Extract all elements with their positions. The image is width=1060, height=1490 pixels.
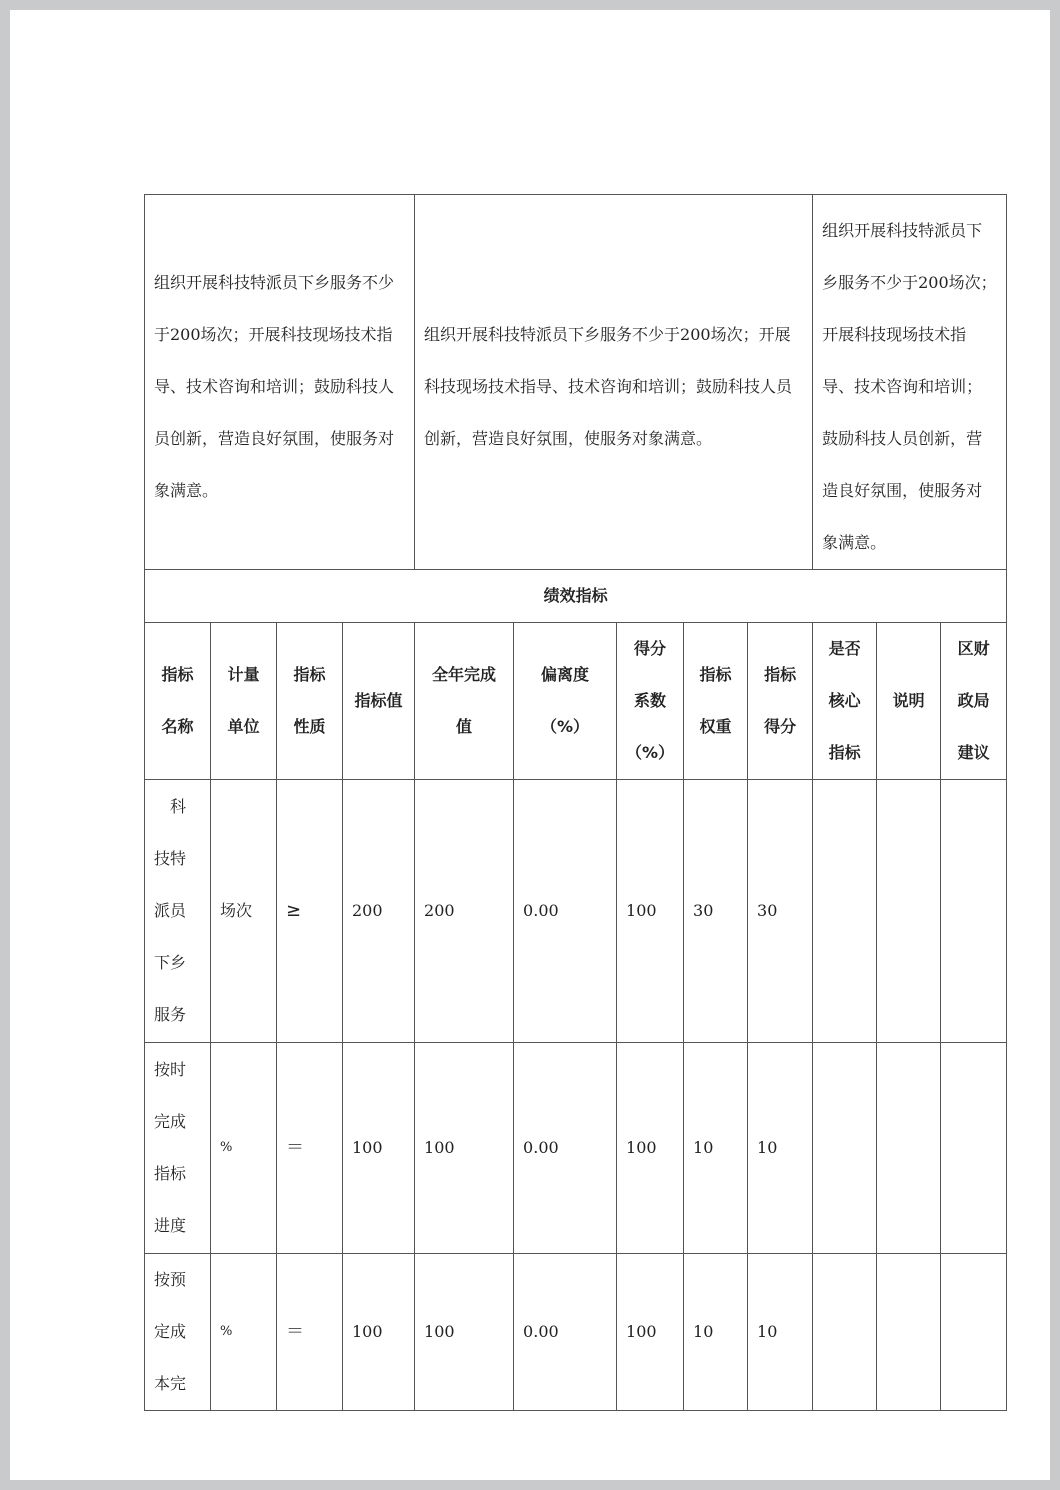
cell-nature: ≥	[277, 780, 343, 1043]
document-page	[10, 10, 1050, 1480]
cell-coef: 100	[617, 1043, 684, 1254]
cell-target: 200	[343, 780, 415, 1043]
table-header-hdr-actual	[415, 623, 514, 780]
cell-advice	[941, 1254, 1007, 1411]
table-header-hdr-coef	[617, 623, 684, 780]
cell-note	[877, 780, 941, 1043]
table-header-hdr-target	[343, 623, 415, 780]
table-header-hdr-nature	[277, 623, 343, 780]
header-line: 核心	[828, 691, 861, 710]
table-row	[145, 1254, 1007, 1411]
cell-unit: %	[211, 1254, 277, 1411]
name-line: 本完	[154, 1374, 187, 1393]
table-row	[145, 780, 1007, 1043]
table-header-hdr-score	[748, 623, 813, 780]
table-body	[145, 780, 1007, 1411]
table-header-hdr-name	[145, 623, 211, 780]
cell-actual: 100	[415, 1043, 514, 1254]
header-line: 值	[456, 717, 473, 736]
cell-weight: 10	[684, 1254, 748, 1411]
cell-indicator-name	[145, 780, 211, 1043]
header-line: 性质	[293, 717, 326, 736]
goal-cell-3: 组织开展科技特派员下乡服务不少于200场次；开展科技现场技术指导、技术咨询和培训；鼓励科技人员创新，营造良好氛围，使服务对象满意。	[813, 195, 1007, 570]
header-line: 全年完成	[432, 665, 497, 684]
header-line: 指标	[699, 665, 732, 684]
cell-indicator-name	[145, 1254, 211, 1411]
cell-weight: 30	[684, 780, 748, 1043]
section-title-row	[145, 570, 1007, 623]
name-line: 定成	[154, 1322, 187, 1341]
header-line: 区财	[957, 639, 990, 658]
performance-table	[144, 194, 1007, 1411]
header-line: 得分	[764, 717, 797, 736]
cell-nature: ＝	[277, 1043, 343, 1254]
goal-cell-2: 组织开展科技特派员下乡服务不少于200场次；开展科技现场技术指导、技术咨询和培训；鼓励科技人员创新，营造良好氛围，使服务对象满意。	[415, 195, 813, 570]
table-header-hdr-note	[877, 623, 941, 780]
cell-target: 100	[343, 1254, 415, 1411]
name-line: 进度	[154, 1216, 187, 1235]
header-line: 指标	[161, 665, 194, 684]
header-line: 指标值	[354, 691, 403, 710]
table-header-hdr-core	[813, 623, 877, 780]
cell-note	[877, 1043, 941, 1254]
cell-actual: 200	[415, 780, 514, 1043]
header-line: 权重	[699, 717, 732, 736]
header-line: 偏离度（%）	[541, 665, 590, 736]
table-header-hdr-advice	[941, 623, 1007, 780]
section-title: 绩效指标	[145, 570, 1007, 623]
name-line: 完成	[154, 1112, 187, 1131]
header-line: 指标	[764, 665, 797, 684]
cell-note	[877, 1254, 941, 1411]
header-line: 单位	[227, 717, 260, 736]
name-line: 服务	[154, 1005, 187, 1024]
header-line: 系数	[634, 691, 667, 710]
cell-core	[813, 780, 877, 1043]
table-header-hdr-deviation	[514, 623, 617, 780]
cell-core	[813, 1254, 877, 1411]
header-line: 计量	[227, 665, 260, 684]
cell-coef: 100	[617, 1254, 684, 1411]
name-line: 科	[154, 797, 187, 816]
table-row	[145, 1043, 1007, 1254]
header-line: 是否	[828, 639, 861, 658]
name-line: 按预	[154, 1270, 187, 1289]
header-line: （%）	[626, 743, 675, 762]
table-header-hdr-unit	[211, 623, 277, 780]
goal-cell-1: 组织开展科技特派员下乡服务不少于200场次；开展科技现场技术指导、技术咨询和培训；鼓励科技人员创新，营造良好氛围，使服务对象满意。	[145, 195, 415, 570]
header-line: 指标	[828, 743, 861, 762]
name-line: 派员	[154, 901, 187, 920]
cell-deviation: 0.00	[514, 1043, 617, 1254]
cell-deviation: 0.00	[514, 780, 617, 1043]
header-line: 名称	[161, 717, 194, 736]
cell-indicator-name	[145, 1043, 211, 1254]
name-line: 按时	[154, 1060, 187, 1079]
name-line: 技特	[154, 849, 187, 868]
cell-coef: 100	[617, 780, 684, 1043]
cell-actual: 100	[415, 1254, 514, 1411]
cell-unit: 场次	[211, 780, 277, 1043]
name-line: 指标	[154, 1164, 187, 1183]
cell-advice	[941, 1043, 1007, 1254]
cell-unit: %	[211, 1043, 277, 1254]
name-line: 下乡	[154, 953, 187, 972]
cell-score: 10	[748, 1043, 813, 1254]
cell-score: 30	[748, 780, 813, 1043]
goal-row	[145, 195, 1007, 570]
header-line: 得分	[634, 639, 667, 658]
header-line: 指标	[293, 665, 326, 684]
cell-advice	[941, 780, 1007, 1043]
cell-core	[813, 1043, 877, 1254]
cell-target: 100	[343, 1043, 415, 1254]
table-header-hdr-weight	[684, 623, 748, 780]
cell-score: 10	[748, 1254, 813, 1411]
header-row	[145, 623, 1007, 780]
header-line: 建议	[957, 743, 990, 762]
cell-nature: ＝	[277, 1254, 343, 1411]
cell-weight: 10	[684, 1043, 748, 1254]
header-line: 说明	[892, 691, 925, 710]
header-line: 政局	[957, 691, 990, 710]
cell-deviation: 0.00	[514, 1254, 617, 1411]
